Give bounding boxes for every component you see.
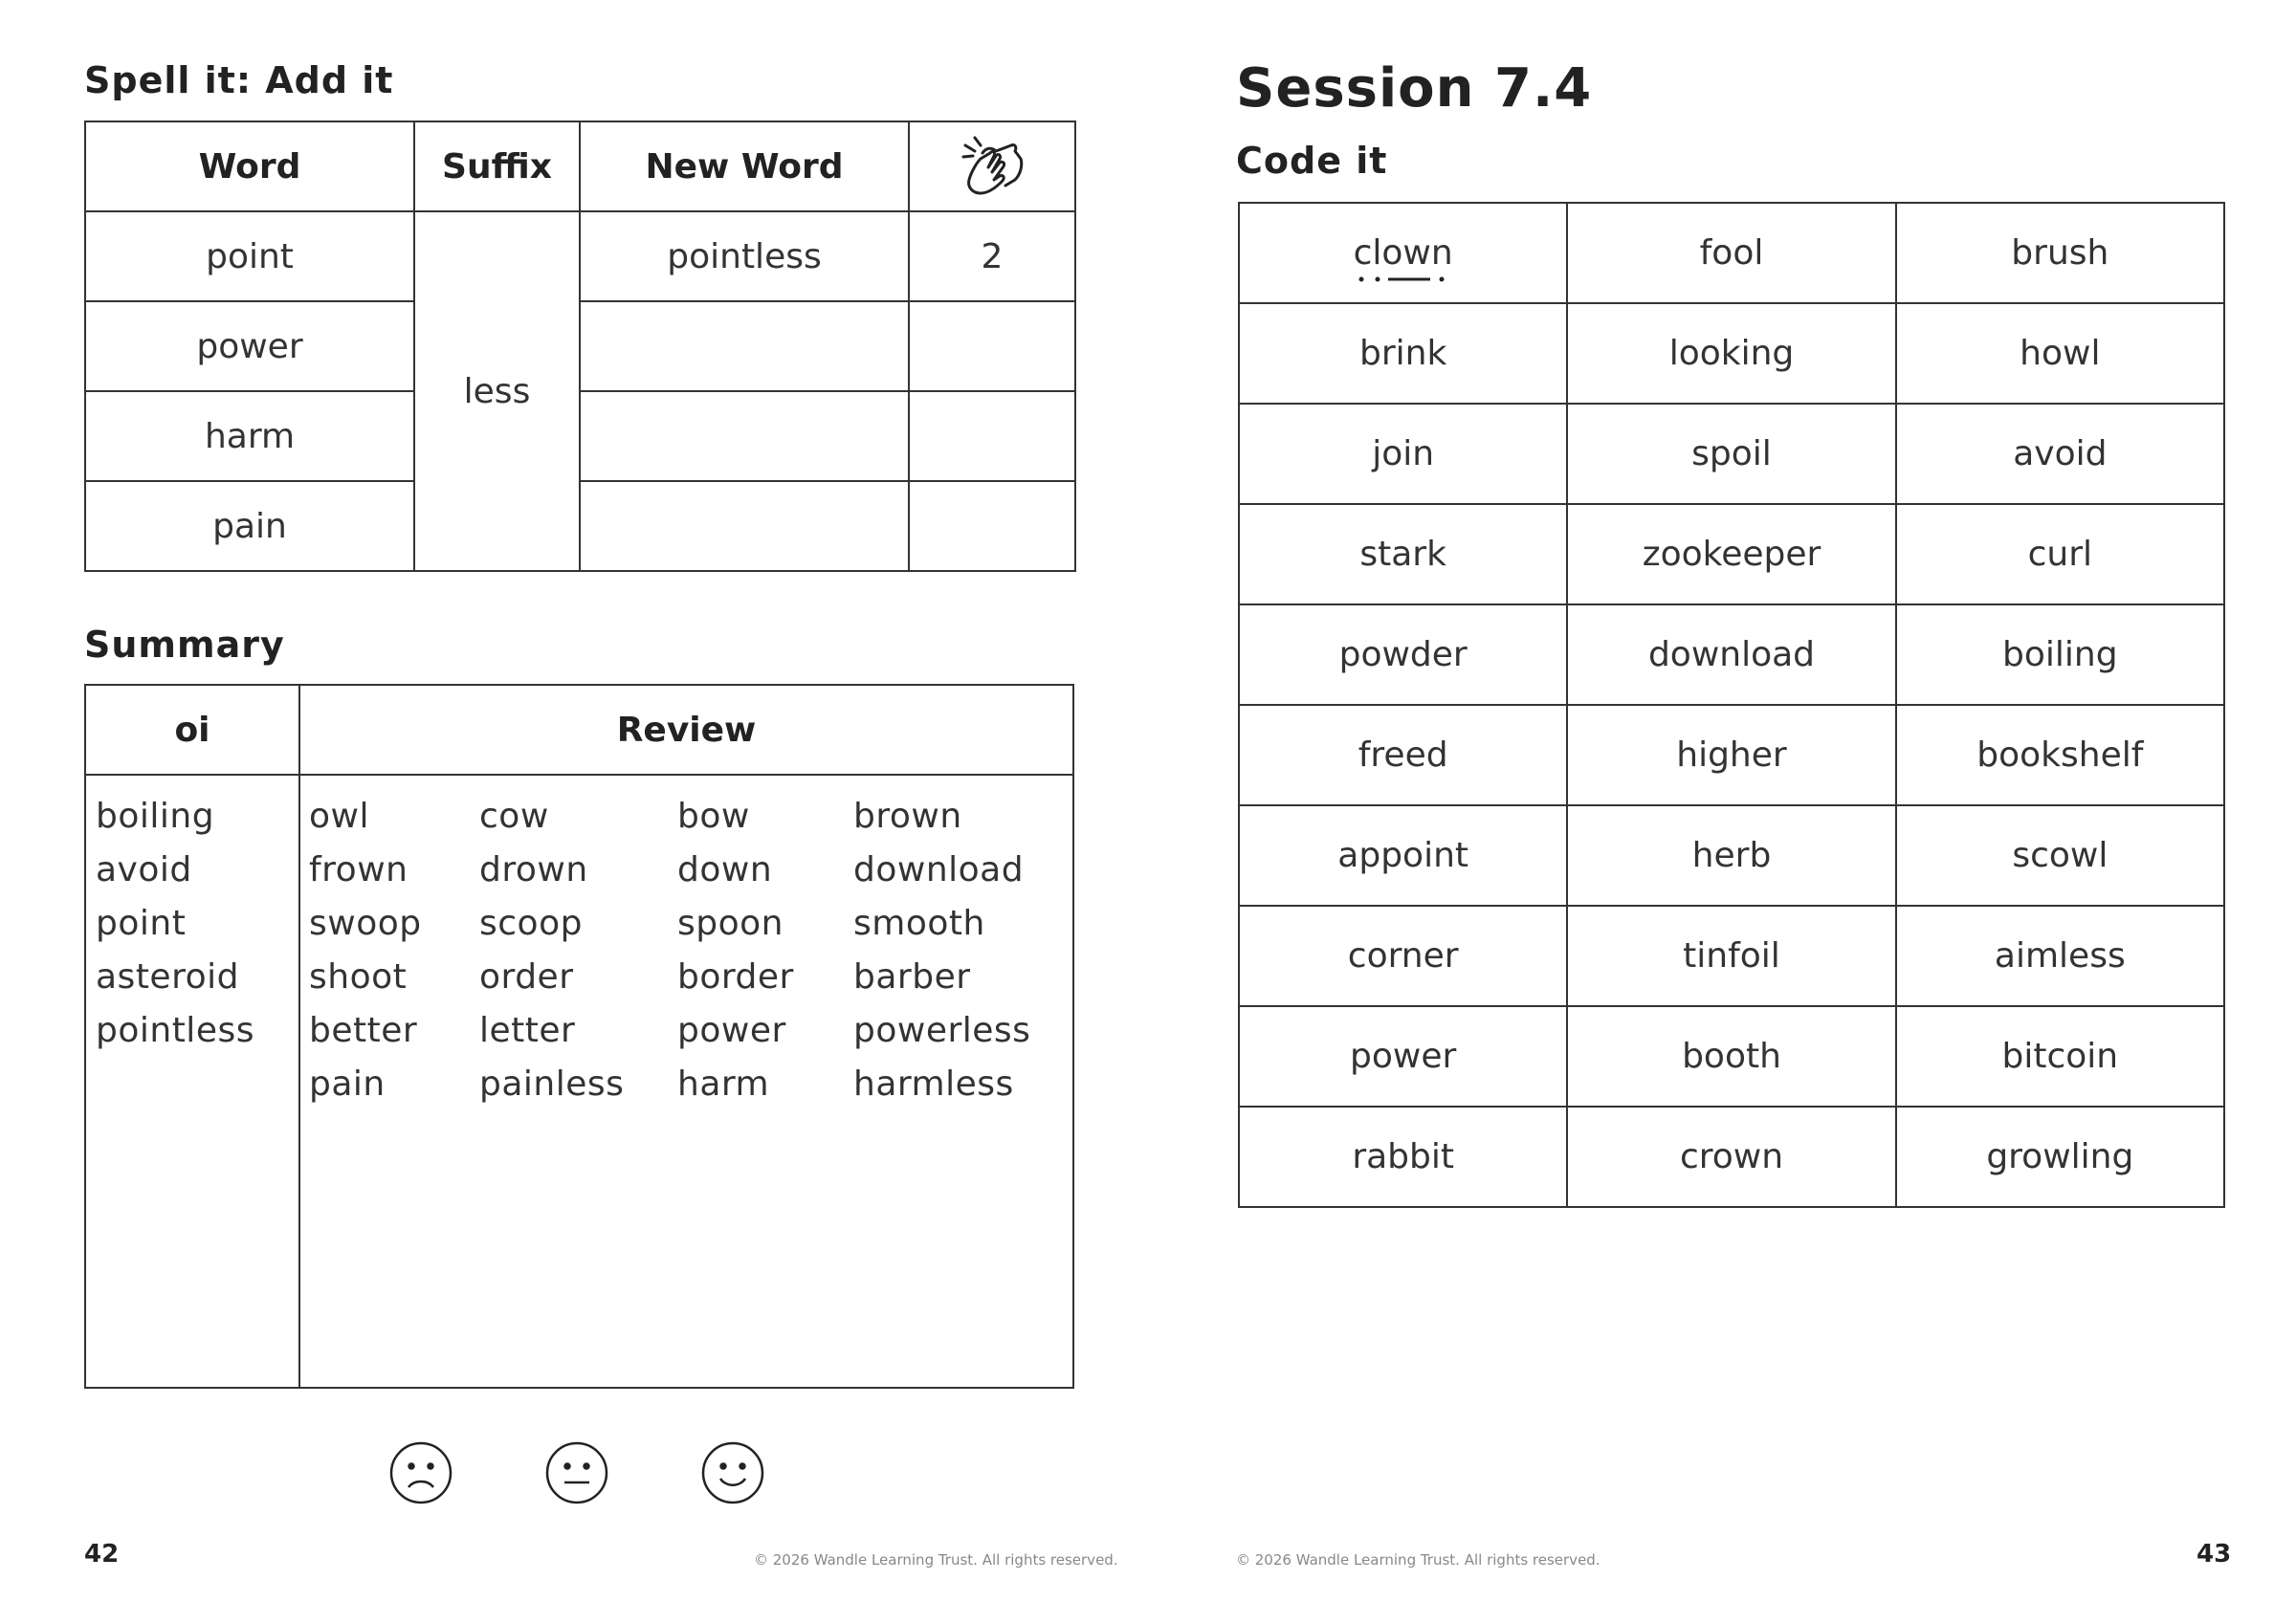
word-cell: brink bbox=[1239, 303, 1567, 404]
list-item: smooth bbox=[853, 904, 985, 943]
word-cell: powder bbox=[1239, 604, 1567, 705]
table-row bbox=[85, 481, 1075, 571]
list-item: painless bbox=[479, 1064, 625, 1104]
copyright-footer-right: © 2026 Wandle Learning Trust. All rights reserved. bbox=[1236, 1551, 1601, 1569]
word-cell: freed bbox=[1239, 705, 1567, 805]
list-item: shoot bbox=[309, 957, 408, 997]
list-item: brown bbox=[853, 797, 962, 836]
list-item: pain bbox=[309, 1064, 386, 1104]
word-cell: curl bbox=[1896, 504, 2224, 604]
word-cell: howl bbox=[1896, 303, 2224, 404]
claps-cell[interactable] bbox=[909, 301, 1075, 391]
word-cell: pain bbox=[85, 481, 414, 571]
list-item: down bbox=[677, 850, 773, 889]
word-cell: avoid bbox=[1896, 404, 2224, 504]
word-cell: stark bbox=[1239, 504, 1567, 604]
oi-word-list bbox=[96, 790, 254, 1058]
list-item: avoid bbox=[96, 850, 192, 889]
table-row bbox=[85, 301, 1075, 391]
list-item: scoop bbox=[479, 904, 583, 943]
table-row bbox=[1239, 1006, 2224, 1107]
new-word-cell[interactable] bbox=[580, 301, 909, 391]
word-cell: harm bbox=[85, 391, 414, 481]
word-cell: bookshelf bbox=[1896, 705, 2224, 805]
word-cell: looking bbox=[1567, 303, 1895, 404]
word-cell bbox=[1239, 203, 1567, 303]
table-row bbox=[1239, 805, 2224, 906]
copyright-footer-left: © 2026 Wandle Learning Trust. All rights reserved. bbox=[754, 1551, 1118, 1569]
table-row bbox=[1239, 705, 2224, 805]
list-item: powerless bbox=[853, 1011, 1031, 1050]
word-cell: corner bbox=[1239, 906, 1567, 1006]
word-cell: point bbox=[85, 211, 414, 301]
word-cell: tinfoil bbox=[1567, 906, 1895, 1006]
list-item: order bbox=[479, 957, 574, 997]
list-item: download bbox=[853, 850, 1025, 889]
word-cell: appoint bbox=[1239, 805, 1567, 906]
header-new-word: New Word bbox=[580, 121, 909, 211]
header-oi: oi bbox=[85, 685, 299, 775]
word-text: clown bbox=[1353, 233, 1453, 273]
review-word-column bbox=[853, 790, 1030, 1111]
table-row bbox=[85, 211, 1075, 301]
list-item: frown bbox=[309, 850, 408, 889]
new-word-cell[interactable]: pointless bbox=[580, 211, 909, 301]
suffix-cell: less bbox=[414, 211, 580, 571]
header-suffix: Suffix bbox=[414, 121, 580, 211]
list-item: harm bbox=[677, 1064, 770, 1104]
list-item: owl bbox=[309, 797, 369, 836]
list-item: swoop bbox=[309, 904, 422, 943]
header-word: Word bbox=[85, 121, 414, 211]
coded-word bbox=[1354, 233, 1453, 273]
page-number-right: 43 bbox=[2197, 1540, 2232, 1569]
word-cell: boiling bbox=[1896, 604, 2224, 705]
spell-it-title: Spell it: Add it bbox=[84, 59, 394, 101]
table-header-row bbox=[85, 121, 1075, 211]
neutral-face-icon[interactable] bbox=[544, 1440, 609, 1505]
table-row bbox=[1239, 604, 2224, 705]
list-item: boiling bbox=[96, 797, 215, 836]
list-item: bow bbox=[677, 797, 750, 836]
list-item: power bbox=[677, 1011, 786, 1050]
list-item: pointless bbox=[96, 1011, 254, 1050]
word-cell: brush bbox=[1896, 203, 2224, 303]
word-cell: power bbox=[85, 301, 414, 391]
list-item: drown bbox=[479, 850, 588, 889]
claps-cell[interactable]: 2 bbox=[909, 211, 1075, 301]
code-it-table bbox=[1238, 202, 2225, 1208]
word-cell: download bbox=[1567, 604, 1895, 705]
table-row bbox=[1239, 504, 2224, 604]
table-row bbox=[1239, 1107, 2224, 1207]
word-cell: zookeeper bbox=[1567, 504, 1895, 604]
claps-cell[interactable] bbox=[909, 481, 1075, 571]
list-item: better bbox=[309, 1011, 418, 1050]
word-cell: bitcoin bbox=[1896, 1006, 2224, 1107]
spell-it-table bbox=[84, 121, 1076, 572]
new-word-cell[interactable] bbox=[580, 391, 909, 481]
word-cell: rabbit bbox=[1239, 1107, 1567, 1207]
word-cell: herb bbox=[1567, 805, 1895, 906]
table-row bbox=[85, 391, 1075, 481]
word-cell: crown bbox=[1567, 1107, 1895, 1207]
sound-button-marks bbox=[1354, 276, 1449, 282]
review-word-column bbox=[479, 790, 624, 1111]
summary-title: Summary bbox=[84, 624, 285, 666]
list-item: barber bbox=[853, 957, 971, 997]
review-word-column bbox=[677, 790, 794, 1111]
review-word-column bbox=[309, 790, 422, 1111]
word-cell: growling bbox=[1896, 1107, 2224, 1207]
code-it-title: Code it bbox=[1236, 140, 1388, 182]
list-item: border bbox=[677, 957, 794, 997]
list-item: spoon bbox=[677, 904, 784, 943]
word-cell: fool bbox=[1567, 203, 1895, 303]
session-title: Session 7.4 bbox=[1236, 57, 1593, 120]
word-cell: booth bbox=[1567, 1006, 1895, 1107]
clapping-hands-icon bbox=[909, 121, 1075, 211]
header-review: Review bbox=[299, 685, 1073, 775]
word-cell: join bbox=[1239, 404, 1567, 504]
word-cell: power bbox=[1239, 1006, 1567, 1107]
word-cell: scowl bbox=[1896, 805, 2224, 906]
table-row bbox=[1239, 906, 2224, 1006]
list-item: cow bbox=[479, 797, 549, 836]
list-item: asteroid bbox=[96, 957, 239, 997]
word-cell: spoil bbox=[1567, 404, 1895, 504]
new-word-cell[interactable] bbox=[580, 481, 909, 571]
list-item: harmless bbox=[853, 1064, 1014, 1104]
word-cell: aimless bbox=[1896, 906, 2224, 1006]
happy-face-icon[interactable] bbox=[700, 1440, 765, 1505]
table-row bbox=[1239, 404, 2224, 504]
claps-cell[interactable] bbox=[909, 391, 1075, 481]
table-row bbox=[1239, 303, 2224, 404]
word-cell: higher bbox=[1567, 705, 1895, 805]
table-row bbox=[1239, 203, 2224, 303]
sad-face-icon[interactable] bbox=[388, 1440, 453, 1505]
list-item: letter bbox=[479, 1011, 576, 1050]
list-item: point bbox=[96, 904, 187, 943]
page-number-left: 42 bbox=[84, 1540, 120, 1569]
